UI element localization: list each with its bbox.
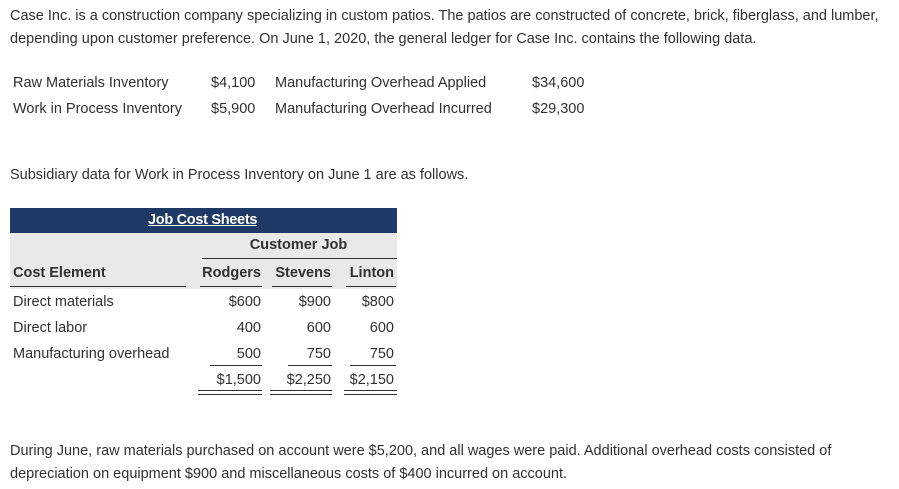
ledger-amount: $34,600 [532,75,585,91]
row-label: Direct materials [13,294,114,310]
cost-element-header: Cost Element [13,265,106,281]
sum-underline [288,365,332,366]
double-underline [270,390,332,395]
divider [272,286,332,287]
ledger-label: Manufacturing Overhead Applied [275,75,487,91]
column-header-stevens: Stevens [275,265,331,281]
ledger-table [13,70,584,122]
ledger-amount: $5,900 [211,101,256,117]
table-subheader [10,233,397,289]
total-value: $1,500 [216,372,261,388]
total-value: $2,250 [286,372,331,388]
divider [200,286,262,287]
total-value: $2,150 [349,372,394,388]
subsidiary-paragraph: Subsidiary data for Work in Process Inventory on June 1 are as follows. [10,167,469,183]
table-row [10,341,397,367]
double-underline [198,390,262,395]
closing-paragraph: During June, raw materials purchased on account were $5,200, and all wages were paid. Additional overhead costs consisted of depreciation on equipment $900 and miscellaneous costs of $400 incurred on account. [10,443,832,482]
job-cost-sheet-table [10,208,397,395]
ledger-label: Manufacturing Overhead Incurred [275,101,492,117]
intro-paragraph: Case Inc. is a construction company specializing in custom patios. The patios are constructed of concrete, brick, fiberglass, and lumber, depending upon customer preference. On June 1, 2020, the general ledger for Case Inc. contains the following data. [10,8,879,47]
ledger-amount: $29,300 [532,101,585,117]
cell-value: $900 [298,294,331,310]
column-header-linton: Linton [349,265,394,281]
column-header-rodgers: Rodgers [202,265,261,281]
cell-value: $600 [228,294,261,310]
row-label: Manufacturing overhead [13,346,170,362]
table-row [10,289,397,315]
customer-job-header: Customer Job [249,237,348,253]
row-label: Direct labor [13,320,88,336]
cell-value: $800 [361,294,394,310]
cell-value: 750 [306,346,331,362]
ledger-label: Raw Materials Inventory [13,75,169,91]
table-title-bar [10,208,397,233]
ledger-row [13,96,584,122]
totals-row [10,367,397,395]
cell-value: 500 [236,346,261,362]
table-row [10,315,397,341]
table-title: Job Cost Sheets [148,212,258,228]
cell-value: 600 [306,320,331,336]
divider [202,258,397,259]
sum-underline [350,365,396,366]
divider [346,286,396,287]
cell-value: 750 [369,346,394,362]
ledger-amount: $4,100 [211,75,256,91]
ledger-label: Work in Process Inventory [13,101,182,117]
divider [10,286,186,287]
cell-value: 400 [236,320,261,336]
double-underline [344,390,397,395]
sum-underline [210,365,262,366]
ledger-row [13,70,584,96]
cell-value: 600 [369,320,394,336]
